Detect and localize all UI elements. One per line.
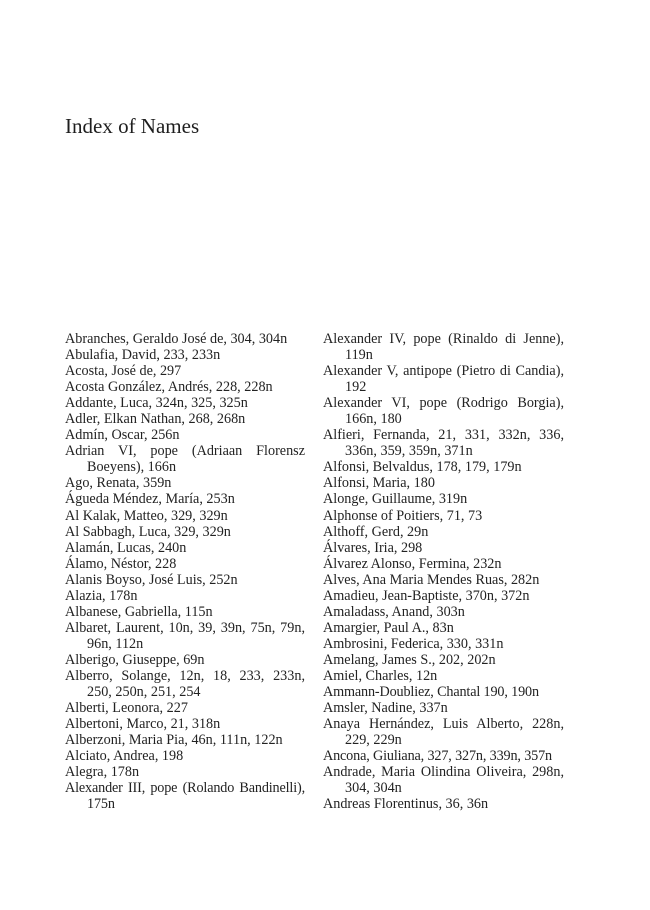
index-entry: Albaret, Laurent, 10n, 39, 39n, 75n, 79n, 96n, 112n <box>65 619 305 652</box>
index-column-left <box>65 331 305 812</box>
index-entry: Al Kalak, Matteo, 329, 329n <box>65 507 228 524</box>
index-entry: Alciato, Andrea, 198 <box>65 748 184 765</box>
index-entry: Alves, Ana Maria Mendes Ruas, 282n <box>323 571 540 588</box>
index-column-right <box>323 331 564 812</box>
index-entry: Ago, Renata, 359n <box>65 475 172 492</box>
index-entry: Álvares, Iria, 298 <box>323 539 423 556</box>
page-title: Index of Names <box>65 114 200 138</box>
index-entry: Ammann-Doubliez, Chantal 190, 190n <box>323 684 539 701</box>
index-entry: Alfieri, Fernanda, 21, 331, 332n, 336, 336n, 359, 359n, 371n <box>323 427 564 460</box>
index-entry: Alexander III, pope (Rolando Bandinelli), 175n <box>65 780 305 813</box>
index-entry: Alexander IV, pope (Rinaldo di Jenne), 119n <box>323 331 564 364</box>
index-entry: Andreas Florentinus, 36, 36n <box>323 796 489 813</box>
index-entry: Andrade, Maria Olindina Oliveira, 298n, 304, 304n <box>323 764 564 797</box>
index-entry: Acosta González, Andrés, 228, 228n <box>65 379 273 396</box>
index-entry: Ambrosini, Federica, 330, 331n <box>323 635 504 652</box>
index-entry: Amelang, James S., 202, 202n <box>323 651 496 668</box>
index-entry: Amaladass, Anand, 303n <box>323 603 465 620</box>
index-entry: Alamán, Lucas, 240n <box>65 539 187 556</box>
index-entry: Alphonse of Poitiers, 71, 73 <box>323 507 483 524</box>
index-entry: Al Sabbagh, Luca, 329, 329n <box>65 523 231 540</box>
index-entry: Ancona, Giuliana, 327, 327n, 339n, 357n <box>323 748 552 765</box>
index-entry: Alexander V, antipope (Pietro di Candia), 192 <box>323 363 564 396</box>
index-entry: Amiel, Charles, 12n <box>323 667 438 684</box>
index-entry: Alexander VI, pope (Rodrigo Borgia), 166n, 180 <box>323 395 564 428</box>
index-entry: Admín, Oscar, 256n <box>65 427 180 444</box>
index-entry: Álamo, Néstor, 228 <box>65 555 177 572</box>
index-entry: Anaya Hernández, Luis Alberto, 228n, 229, 229n <box>323 716 564 749</box>
index-entry: Alazia, 178n <box>65 587 138 604</box>
index-entry: Alanis Boyso, José Luis, 252n <box>65 571 238 588</box>
index-entry: Alegra, 178n <box>65 764 140 781</box>
index-entry: Alberigo, Giuseppe, 69n <box>65 651 205 668</box>
index-entry: Alonge, Guillaume, 319n <box>323 491 468 508</box>
index-entry: Alfonsi, Belvaldus, 178, 179, 179n <box>323 459 522 476</box>
index-entry: Adrian VI, pope (Adriaan Florensz Boeyens), 166n <box>65 443 305 476</box>
index-entry: Addante, Luca, 324n, 325, 325n <box>65 395 248 412</box>
index-entry: Adler, Elkan Nathan, 268, 268n <box>65 411 246 428</box>
index-entry: Althoff, Gerd, 29n <box>323 523 429 540</box>
index-entry: Alfonsi, Maria, 180 <box>323 475 435 492</box>
index-entry: Amadieu, Jean-Baptiste, 370n, 372n <box>323 587 530 604</box>
index-entry: Águeda Méndez, María, 253n <box>65 491 235 508</box>
index-entry: Albertoni, Marco, 21, 318n <box>65 716 221 733</box>
index-entry: Amargier, Paul A., 83n <box>323 619 454 636</box>
index-entry: Abranches, Geraldo José de, 304, 304n <box>65 331 288 347</box>
index-entry: Alberti, Leonora, 227 <box>65 700 188 717</box>
index-entry: Alberzoni, Maria Pia, 46n, 111n, 122n <box>65 732 283 749</box>
index-entry: Acosta, José de, 297 <box>65 363 182 380</box>
index-entry: Álvarez Alonso, Fermina, 232n <box>323 555 502 572</box>
index-entry: Albanese, Gabriella, 115n <box>65 603 213 620</box>
index-entry: Amsler, Nadine, 337n <box>323 700 448 717</box>
index-entry: Abulafia, David, 233, 233n <box>65 347 221 364</box>
index-entry: Alberro, Solange, 12n, 18, 233, 233n, 250, 250n, 251, 254 <box>65 667 305 701</box>
